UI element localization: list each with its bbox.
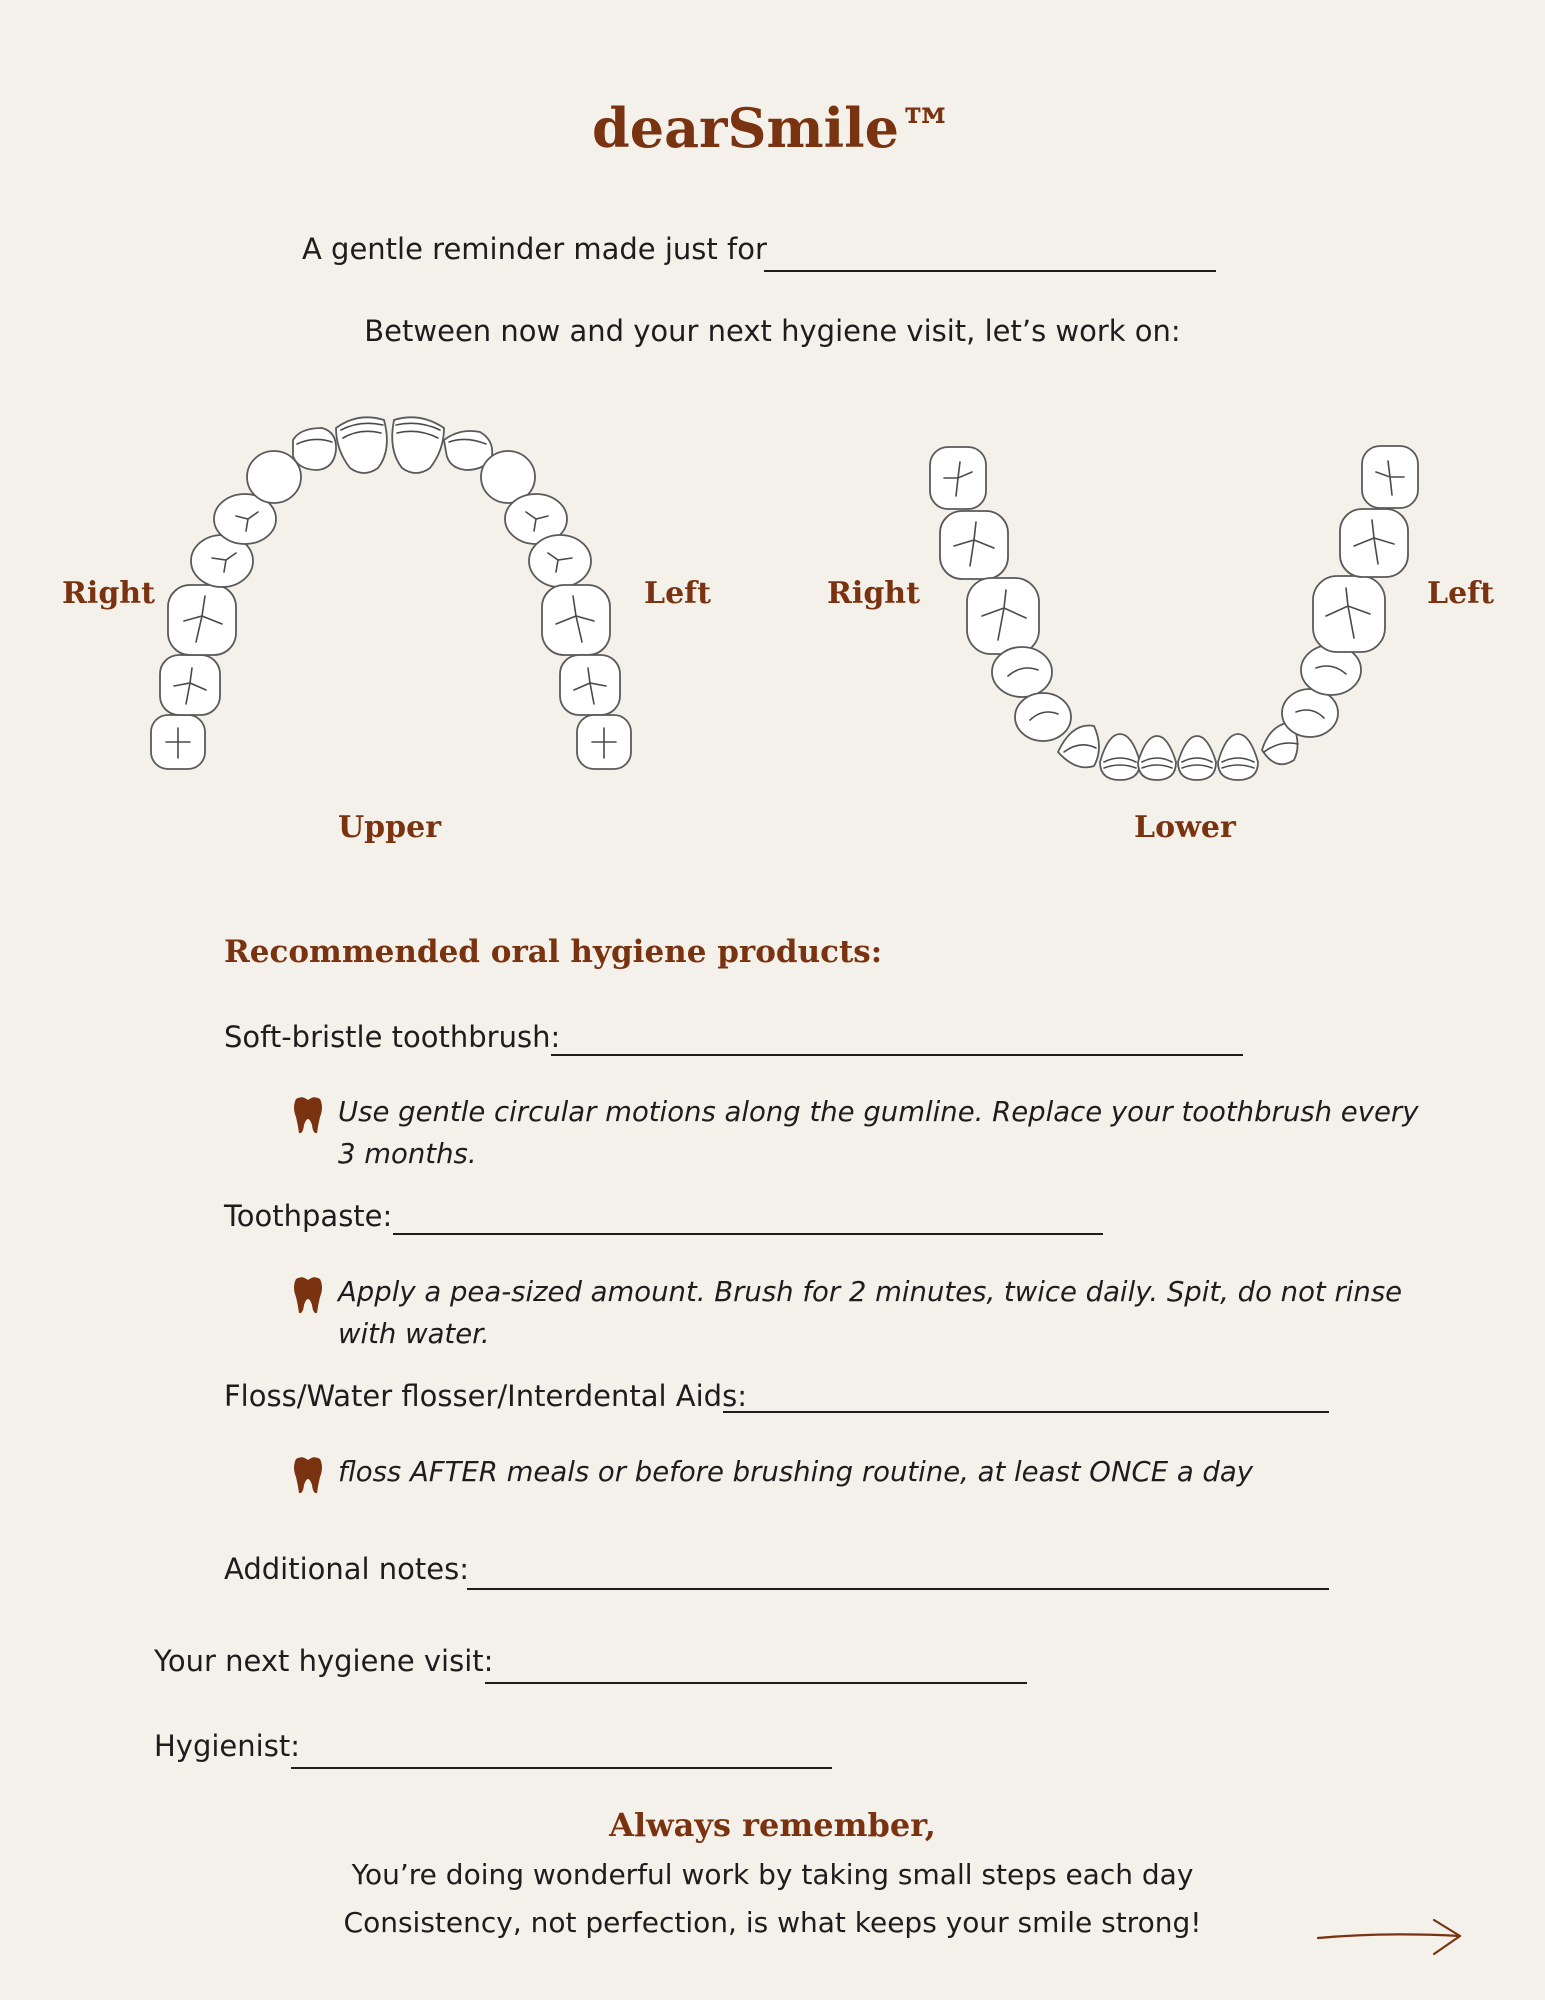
lower-tooth[interactable] [1218, 734, 1258, 780]
hygienist-label: Hygienist: [154, 1729, 300, 1763]
toothbrush-label: Soft-bristle toothbrush: [224, 1020, 561, 1054]
floss-field[interactable] [723, 1411, 1329, 1413]
lower-tooth[interactable] [1100, 734, 1140, 780]
next-visit-label: Your next hygiene visit: [154, 1644, 494, 1678]
upper-tooth[interactable] [560, 655, 620, 715]
reminder-label: A gentle reminder made just for [302, 232, 767, 266]
upper-tooth[interactable] [160, 655, 220, 715]
upper-jaw-label: Upper [338, 810, 442, 845]
additional-notes-label: Additional notes: [224, 1552, 470, 1586]
toothpaste-field[interactable] [393, 1233, 1103, 1235]
next-visit-field[interactable] [485, 1682, 1027, 1684]
floss-tip [292, 1451, 1432, 1495]
lower-left-label: Left [1427, 576, 1494, 611]
hygienist-field[interactable] [291, 1767, 832, 1769]
upper-tooth[interactable] [247, 451, 301, 503]
lower-tooth[interactable] [1313, 576, 1385, 652]
additional-notes-field[interactable] [467, 1588, 1329, 1590]
lower-tooth[interactable] [930, 447, 986, 509]
upper-tooth[interactable] [542, 585, 610, 655]
lower-tooth[interactable] [1178, 736, 1216, 780]
toothbrush-tip [292, 1091, 1432, 1175]
lower-right-label: Right [827, 576, 920, 611]
upper-tooth[interactable] [151, 715, 205, 769]
toothbrush-tip-text: Use gentle circular motions along the gumline. Replace your toothbrush every 3 months. [338, 1096, 1419, 1170]
lower-tooth[interactable] [967, 578, 1039, 654]
closing-line-1: You’re doing wonderful work by taking small steps each day [351, 1858, 1194, 1891]
toothbrush-field[interactable] [551, 1054, 1243, 1056]
upper-tooth[interactable] [529, 535, 591, 587]
closing-heading: Always remember, [609, 1806, 936, 1844]
lower-tooth[interactable] [1138, 736, 1176, 780]
floss-label: Floss/Water flosser/Interdental Aids: [224, 1379, 747, 1413]
lower-tooth[interactable] [992, 647, 1052, 697]
upper-tooth[interactable] [293, 428, 336, 470]
floss-tip-text: floss AFTER meals or before brushing routine, at least ONCE a day [338, 1456, 1254, 1488]
tooth-icon [292, 1275, 324, 1315]
page-title: dearSmile™ [591, 96, 954, 160]
toothpaste-tip-text: Apply a pea-sized amount. Brush for 2 minutes, twice daily. Spit, do not rinse with water. [338, 1276, 1403, 1350]
arrow-right-icon[interactable] [1316, 1916, 1464, 1960]
upper-right-label: Right [62, 576, 155, 611]
between-visits-text: Between now and your next hygiene visit, let’s work on: [364, 314, 1181, 348]
lower-tooth[interactable] [1362, 446, 1418, 508]
products-heading: Recommended oral hygiene products: [224, 934, 883, 970]
upper-tooth[interactable] [336, 417, 387, 473]
lower-tooth[interactable] [1340, 509, 1408, 577]
upper-tooth[interactable] [577, 715, 631, 769]
upper-left-label: Left [644, 576, 711, 611]
lower-tooth[interactable] [940, 511, 1008, 579]
upper-arch-illustration [140, 400, 650, 780]
toothpaste-label: Toothpaste: [224, 1199, 393, 1233]
tooth-icon [292, 1455, 324, 1495]
tooth-icon [292, 1095, 324, 1135]
toothpaste-tip [292, 1271, 1432, 1355]
closing-line-2: Consistency, not perfection, is what keeps your smile strong! [343, 1906, 1202, 1939]
lower-arch-illustration [918, 440, 1428, 800]
lower-tooth[interactable] [1282, 689, 1338, 737]
upper-tooth[interactable] [168, 585, 236, 655]
lower-jaw-label: Lower [1134, 810, 1236, 845]
upper-tooth[interactable] [392, 417, 444, 473]
patient-name-field[interactable] [764, 270, 1216, 272]
lower-tooth[interactable] [1015, 693, 1071, 741]
